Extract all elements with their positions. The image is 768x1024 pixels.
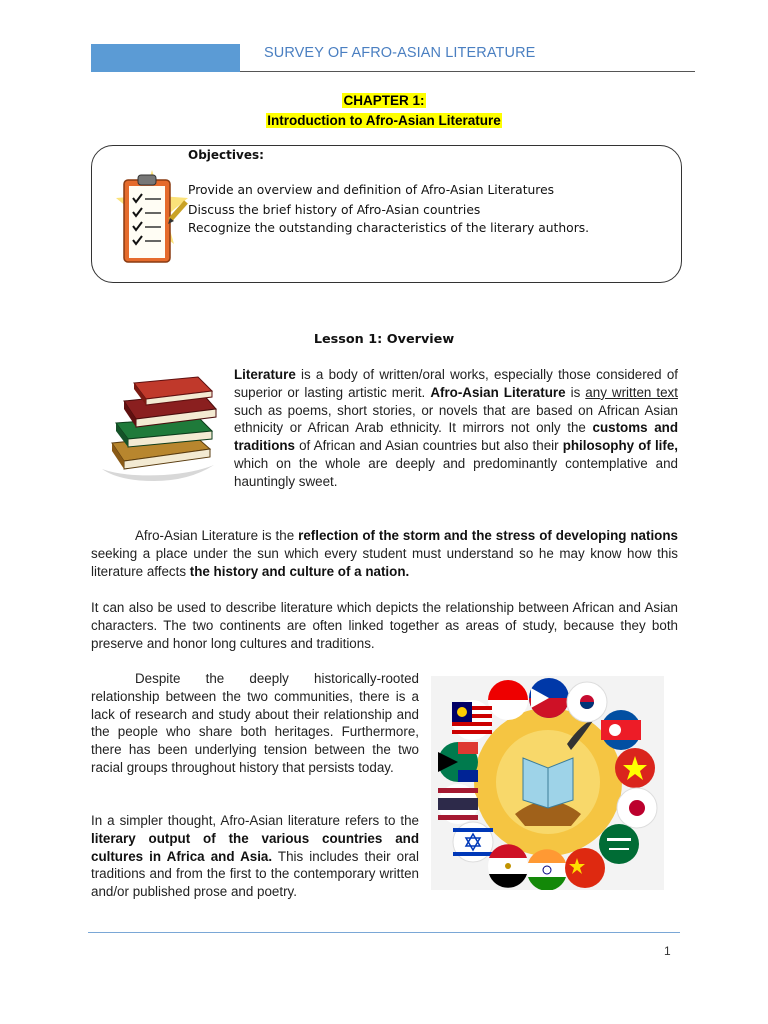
- paragraph-literature-definition: Literature is a body of written/oral works, especially those considered of superior or lasting artistic merit. Afro-Asian Literature is any written text such as poems, short stories, or novels that are based on African Asian ethnicity or African Arab ethnicity. It mirrors not only the customs and traditions of African and Asian countries but also their philosophy of life, which on the whole are deeply and predominantly contemplative and hauntingly sweet.: [234, 367, 679, 489]
- flag-badge-south-korea: [567, 682, 607, 722]
- paragraph-relationship: It can also be used to describe literature which depicts the relationship between African and Asian characters. The two continents are often linked together as areas of study, because they both preserve and honor long cultures and traditions.: [91, 600, 678, 651]
- flag-badge-vietnam: [615, 748, 655, 788]
- flag-badge-egypt: [488, 844, 528, 888]
- objectives-title: Objectives:: [188, 148, 264, 162]
- stacked-books-icon: [94, 373, 220, 483]
- header-accent-bar: [91, 44, 240, 72]
- flag-badge-china: [565, 848, 605, 888]
- flag-badge-japan: [617, 788, 657, 828]
- paragraph-history: Despite the deeply historically-rooted relationship between the two communities, there is a lack of research and study about their relationship and the people who share both heritages. Furthermore, there has been underlying tension between the two racial groups throughout history that persists today.: [91, 671, 419, 775]
- objective-item: Provide an overview and definition of Afro-Asian Literatures: [188, 183, 555, 197]
- flag-badge-israel: [453, 822, 493, 862]
- flag-badge-saudi-arabia: [599, 824, 639, 864]
- footer-rule: [88, 932, 680, 933]
- chapter-title: Introduction to Afro-Asian Literature: [267, 113, 501, 128]
- clipboard-checklist-icon: [112, 168, 192, 268]
- flag-badge-malaysia: [452, 700, 492, 740]
- flag-badge-thailand: [438, 784, 478, 824]
- paragraph-simpler-thought: In a simpler thought, Afro-Asian literature refers to the literary output of the various countries and cultures in Africa and Asia. This includes their oral traditions and from the first to the contemporary written and/or published prose and poetry.: [91, 813, 419, 900]
- document-title: SURVEY OF AFRO-ASIAN LITERATURE: [264, 45, 536, 61]
- header-rule: [240, 71, 695, 72]
- objective-item: Discuss the brief history of Afro-Asian countries: [188, 203, 481, 217]
- lesson-title: Lesson 1: Overview: [313, 332, 455, 347]
- page-number: 1: [664, 944, 671, 958]
- objective-item: Recognize the outstanding characteristics of the literary authors.: [188, 221, 590, 235]
- flags-circle-illustration: [431, 676, 664, 890]
- flag-badge-philippines: [529, 678, 569, 718]
- flag-badge-india: [527, 849, 567, 890]
- flag-badge-north-korea: [601, 710, 641, 750]
- chapter-number: CHAPTER 1:: [343, 93, 425, 108]
- flag-badge-indonesia: [488, 680, 528, 720]
- flag-badge-south-africa: [438, 742, 478, 782]
- paragraph-reflection: Afro-Asian Literature is the reflection of the storm and the stress of developing nations seeking a place under the sun which every student must understand so he may know how this literature affects the history and culture of a nation.: [91, 528, 678, 579]
